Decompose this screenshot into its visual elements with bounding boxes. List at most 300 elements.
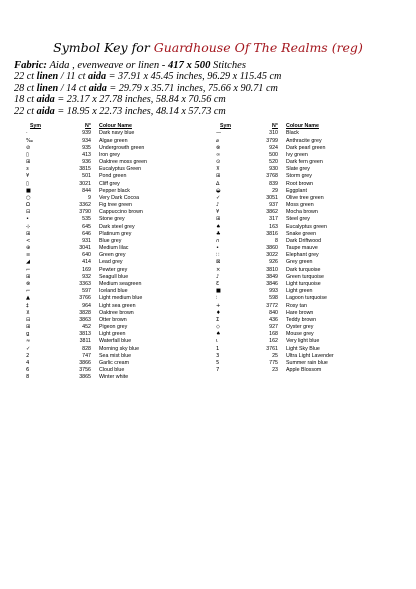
table-row: [214, 152, 396, 159]
table-row: [24, 346, 209, 353]
symbol-cell: ◢: [26, 259, 30, 266]
colour-name-cell: Oaktree brown: [99, 309, 134, 316]
table-row: [24, 274, 209, 281]
symbol-cell: ι: [216, 338, 218, 345]
dmc-number-cell: 3866: [79, 359, 91, 366]
colour-name-cell: Medium lilac: [99, 245, 129, 252]
table-row: [214, 173, 396, 180]
symbol-cell: ⌀: [216, 137, 220, 144]
dmc-number-cell: 3860: [266, 245, 278, 252]
dmc-number-cell: 501: [82, 173, 91, 180]
symbol-cell: ⊞: [216, 173, 221, 180]
dmc-number-cell: 535: [82, 216, 91, 223]
colour-name-cell: Storm grey: [286, 173, 312, 180]
dmc-number-cell: 25: [272, 352, 278, 359]
colour-name-cell: Eggplant: [286, 187, 307, 194]
symbol-cell: Ɛ: [216, 281, 220, 287]
table-row: [214, 252, 396, 259]
table-row: [24, 216, 209, 223]
colour-name-cell: Cliff grey: [99, 180, 120, 187]
fabric-specs: [14, 60, 410, 117]
symbol-cell: 4: [26, 359, 30, 366]
table-row: [24, 130, 209, 137]
colour-name-cell: Pond green: [99, 173, 127, 180]
colour-name-cell: Light Sky Blue: [286, 345, 320, 352]
table-row: [214, 195, 396, 202]
table-row: [24, 353, 209, 360]
colour-name-cell: Very light blue: [286, 338, 320, 345]
table-row: [214, 295, 396, 302]
symbol-cell: ×: [216, 266, 221, 273]
symbol-cell: ⊕: [26, 245, 31, 252]
table-row: [24, 267, 209, 274]
symbol-cell: ⊞: [26, 230, 31, 237]
table-row: [214, 303, 396, 310]
colour-name-cell: Light green: [286, 288, 313, 295]
size-pre: 22 ct: [14, 105, 37, 117]
symbol-cell: ¥: [26, 173, 30, 180]
stitch-suffix: Stitches: [210, 60, 246, 71]
symbol-cell: ⊗: [26, 281, 31, 287]
colour-name-cell: Black: [286, 130, 299, 137]
dmc-number-cell: 844: [82, 187, 91, 194]
symbol-cell: ⊞: [216, 216, 221, 223]
symbol-cell: ⌐: [26, 288, 31, 295]
colour-name-cell: Anthracite grey: [286, 137, 322, 144]
symbol-cell: ⊹: [26, 223, 31, 230]
symbol-cell: ✓: [26, 345, 31, 352]
table-row: [24, 138, 209, 145]
size-b1: aida: [36, 105, 55, 117]
symbol-cell: ♪: [216, 202, 220, 209]
size-b2: aida: [87, 71, 107, 83]
fabric-line: [14, 60, 410, 71]
table-row: [24, 209, 209, 216]
size-line: [14, 106, 410, 117]
colour-name-cell: Medium seagreen: [99, 281, 142, 287]
table-row: [24, 295, 209, 302]
dmc-number-cell: 931: [82, 237, 91, 244]
table-row: [214, 216, 396, 223]
symbol-cell: ♠: [216, 223, 221, 230]
table-row: [24, 252, 209, 259]
colour-name-cell: Dark turquoise: [286, 266, 321, 273]
dmc-number-cell: 747: [82, 352, 91, 359]
colour-name-cell: Teddy brown: [286, 316, 317, 323]
symbol-cell: ▯: [26, 180, 29, 187]
colour-name-cell: Lagoon turquoise: [286, 295, 327, 302]
dmc-number-cell: 775: [269, 359, 278, 366]
dmc-number-cell: 939: [82, 130, 91, 137]
dmc-number-cell: 3862: [266, 209, 278, 216]
dmc-number-cell: 3813: [79, 331, 91, 338]
table-row: [214, 274, 396, 281]
dmc-number-cell: 162: [269, 338, 278, 345]
colour-name-cell: Pewter grey: [99, 266, 128, 273]
size-mid: / 14 ct: [58, 82, 89, 94]
symbol-cell: ∶: [216, 295, 218, 302]
size-line: [14, 83, 410, 94]
table-row: [214, 181, 396, 188]
dmc-number-cell: 839: [269, 180, 278, 187]
size-pre: 28 ct: [14, 82, 37, 94]
symbol-cell: ⊟: [26, 316, 31, 323]
symbol-cell: ⊙: [216, 159, 221, 166]
size-post: = 23.17 x 27.78 inches, 58.84 x 70.56 cm: [54, 94, 226, 106]
dmc-number-cell: 3849: [266, 273, 278, 280]
colour-name-cell: Eucalyptus green: [286, 223, 327, 230]
dmc-number-cell: 520: [269, 159, 278, 166]
dmc-number-cell: 3799: [266, 137, 278, 144]
symbol-cell: ⊗: [216, 144, 221, 151]
table-row: [214, 324, 396, 331]
table-row: [214, 188, 396, 195]
colour-name-cell: Lead grey: [99, 259, 123, 266]
symbol-cell: ♣: [216, 230, 221, 237]
dmc-number-cell: 828: [82, 345, 91, 352]
size-b1: aida: [36, 94, 55, 106]
dmc-number-cell: 310: [269, 130, 278, 137]
dmc-number-cell: 3846: [266, 281, 278, 287]
table-row: [214, 310, 396, 317]
dmc-number-cell: 3863: [79, 316, 91, 323]
dmc-number-cell: 3815: [79, 166, 91, 173]
size-mid: / 11 ct: [58, 71, 88, 83]
table-row: [24, 259, 209, 266]
symbol-cell: 5: [216, 359, 220, 366]
table-row: [24, 367, 209, 374]
colour-name-cell: Apple Blossom: [286, 367, 322, 374]
table-row: [24, 188, 209, 195]
colour-name-cell: Seagull blue: [99, 273, 129, 280]
table-row: [214, 224, 396, 231]
colour-name-cell: Green turquoise: [286, 273, 324, 280]
symbol-cell: ♠: [216, 331, 221, 338]
symbol-cell: 7: [216, 367, 220, 374]
dmc-number-cell: 930: [269, 166, 278, 173]
fabric-label: Fabric:: [14, 60, 47, 71]
colour-name-cell: Slate grey: [286, 166, 310, 173]
size-b2: aida: [88, 82, 107, 94]
colour-name-cell: Olive tree green: [286, 194, 324, 201]
symbol-cell: ⊞: [26, 324, 31, 331]
dmc-number-cell: 3363: [79, 281, 91, 287]
table-row: [214, 331, 396, 338]
colour-name-cell: Root brown: [286, 180, 314, 187]
colour-name-cell: Fig tree green: [99, 202, 132, 209]
colour-name-cell: Morning sky blue: [99, 345, 140, 352]
symbol-table-right: [214, 123, 396, 374]
dmc-number-cell: 937: [269, 202, 278, 209]
dmc-number-cell: 3790: [79, 209, 91, 216]
symbol-cell: ‰: [26, 137, 33, 144]
colour-name-cell: Rosy tan: [286, 302, 307, 309]
table-row: [24, 181, 209, 188]
colour-name-cell: Moss green: [286, 202, 314, 209]
table-row: [24, 317, 209, 324]
symbol-cell: 3: [216, 352, 220, 359]
symbol-cell: ⊻: [26, 309, 30, 316]
table-row: [24, 310, 209, 317]
dmc-number-cell: 9: [88, 194, 91, 201]
table-row: [24, 202, 209, 209]
dmc-number-cell: 640: [82, 252, 91, 259]
size-line: [14, 94, 410, 105]
dmc-number-cell: 932: [82, 273, 91, 280]
dmc-number-cell: 935: [82, 144, 91, 151]
dmc-number-cell: 436: [269, 316, 278, 323]
table-row: [24, 224, 209, 231]
colour-name-cell: Waterfall blue: [99, 338, 132, 345]
table-row: [24, 331, 209, 338]
symbol-cell: ɜ: [26, 166, 29, 173]
table-row: [24, 238, 209, 245]
symbol-cell: ⌐: [26, 266, 31, 273]
symbol-cell: ■: [26, 187, 31, 194]
dmc-number-cell: 163: [269, 223, 278, 230]
table-row: [24, 245, 209, 252]
dmc-number-cell: 3865: [79, 374, 91, 381]
dmc-number-cell: 168: [269, 331, 278, 338]
table-row: [24, 324, 209, 331]
symbol-cell: 6: [26, 367, 30, 374]
colour-name-cell: Undergrowth green: [99, 144, 145, 151]
dmc-number-cell: 3772: [266, 302, 278, 309]
dmc-number-cell: 413: [82, 151, 91, 158]
colour-name-cell: Steel grey: [286, 216, 310, 223]
table-row: [214, 166, 396, 173]
colour-name-cell: Light sea green: [99, 302, 136, 309]
dmc-number-cell: 993: [269, 288, 278, 295]
dmc-number-cell: 936: [82, 159, 91, 166]
table-row: [214, 138, 396, 145]
colour-name-cell: Dark navy blue: [99, 130, 135, 137]
table-row: [214, 231, 396, 238]
symbol-cell: •: [216, 245, 220, 252]
table-row: [214, 159, 396, 166]
symbol-cell: ◇: [216, 324, 220, 331]
colour-name-cell: Very Dark Cocoa: [99, 194, 140, 201]
symbol-cell: ▲: [26, 295, 30, 302]
dmc-number-cell: 645: [82, 223, 91, 230]
size-post: = 18.95 x 22.73 inches, 48.14 x 57.73 cm: [54, 105, 226, 117]
table-row: [214, 130, 396, 137]
table-row: [24, 338, 209, 345]
dmc-number-cell: 3761: [266, 345, 278, 352]
size-pre: 22 ct: [14, 71, 37, 83]
table-row: [214, 346, 396, 353]
pattern-name: Guardhouse Of The Realms (reg): [153, 40, 363, 55]
dmc-number-cell: 3816: [266, 230, 278, 237]
dmc-number-cell: 3051: [266, 194, 278, 201]
table-row: [24, 281, 209, 288]
table-row: [24, 231, 209, 238]
table-row: [24, 166, 209, 173]
table-row: [214, 245, 396, 252]
symbol-cell: <: [26, 237, 31, 244]
dmc-number-cell: 840: [269, 309, 278, 316]
colour-name-cell: Taupe mauve: [286, 245, 318, 252]
dmc-number-cell: 926: [269, 259, 278, 266]
header-num: N°: [272, 123, 278, 129]
dmc-number-cell: 3811: [79, 338, 91, 345]
table-row: [214, 281, 396, 288]
header-num: N°: [85, 123, 91, 129]
symbol-cell: ▯: [26, 151, 29, 158]
symbol-table-left: [24, 123, 209, 381]
colour-name-cell: Oaktree moss green: [99, 159, 147, 166]
colour-name-cell: Winter white: [99, 374, 129, 381]
dmc-number-cell: 3362: [79, 202, 91, 209]
colour-name-cell: Grey green: [286, 259, 313, 266]
table-header: [214, 123, 396, 130]
colour-name-cell: Pepper black: [99, 187, 130, 194]
colour-name-cell: Snake green: [286, 230, 317, 237]
dmc-number-cell: 3756: [79, 367, 91, 374]
symbol-cell: ⊟: [26, 209, 31, 216]
symbol-cell: ✓: [216, 194, 221, 201]
symbol-cell: +: [216, 302, 221, 309]
dmc-number-cell: 927: [269, 324, 278, 331]
stitch-count: 417 x 500: [168, 60, 211, 71]
dmc-number-cell: 500: [269, 151, 278, 158]
colour-name-cell: Iron grey: [99, 151, 120, 158]
table-row: [24, 159, 209, 166]
dmc-number-cell: 597: [82, 288, 91, 295]
size-pre: 18 ct: [14, 94, 37, 106]
table-header: [24, 123, 209, 130]
title-prefix: Symbol Key for: [53, 40, 150, 55]
symbol-cell: ♪: [216, 273, 220, 280]
colour-name-cell: Summer rain blue: [286, 359, 328, 366]
colour-name-cell: Sea mist blue: [99, 352, 132, 359]
symbol-cell: Σ: [216, 316, 220, 323]
dmc-number-cell: 924: [269, 144, 278, 151]
colour-name-cell: Pigeon grey: [99, 324, 128, 331]
dmc-number-cell: 317: [269, 216, 278, 223]
fabric-text: Aida , evenweave or linen -: [49, 60, 168, 71]
dmc-number-cell: 3022: [266, 252, 278, 259]
colour-name-cell: Light green: [99, 331, 126, 338]
symbol-cell: ◒: [216, 187, 221, 194]
symbol-cell: ■: [216, 288, 221, 295]
table-row: [24, 152, 209, 159]
colour-name-cell: Mouse grey: [286, 331, 314, 338]
symbol-cell: ♦: [216, 309, 221, 316]
symbol-cell: 1: [216, 345, 220, 352]
table-row: [214, 209, 396, 216]
header-sym: Sym: [30, 123, 41, 129]
table-row: [24, 145, 209, 152]
dmc-number-cell: 23: [272, 367, 278, 374]
colour-name-cell: Hare brown: [286, 309, 314, 316]
colour-name-cell: Stone grey: [99, 216, 125, 223]
table-row: [214, 145, 396, 152]
colour-name-cell: Light medium blue: [99, 295, 143, 302]
colour-name-cell: Ivy green: [286, 151, 308, 158]
symbol-cell: ∞: [216, 151, 221, 158]
header-name: Colour Name: [99, 123, 132, 129]
dmc-number-cell: 598: [269, 295, 278, 302]
symbol-cell: ⊞: [26, 273, 31, 280]
colour-name-cell: Otter brown: [99, 316, 127, 323]
colour-name-cell: Iceland blue: [99, 288, 128, 295]
table-row: [214, 338, 396, 345]
table-row: [214, 367, 396, 374]
symbol-cell: —: [216, 130, 222, 137]
symbol-cell: ∆: [216, 180, 220, 187]
symbol-cell: ¥: [216, 209, 220, 216]
colour-name-cell: Dark Driftwood: [286, 237, 322, 244]
colour-name-cell: Dark steel grey: [99, 223, 135, 230]
symbol-cell: ǥ: [26, 331, 30, 338]
table-row: [24, 374, 209, 381]
dmc-number-cell: 646: [82, 230, 91, 237]
symbol-cell: ⊘: [26, 144, 31, 151]
symbol-cell: ≈: [26, 338, 31, 345]
dmc-number-cell: 964: [82, 302, 91, 309]
dmc-number-cell: 3021: [79, 180, 91, 187]
dmc-number-cell: 934: [82, 137, 91, 144]
colour-name-cell: Light turquoise: [286, 281, 321, 287]
symbol-cell: ⊞: [26, 159, 31, 166]
colour-name-cell: Platinum grey: [99, 230, 132, 237]
symbol-cell: 8: [26, 374, 30, 381]
colour-name-cell: Green grey: [99, 252, 126, 259]
table-row: [214, 317, 396, 324]
dmc-number-cell: 3041: [79, 245, 91, 252]
symbol-cell: Ω: [26, 202, 30, 209]
table-row: [214, 267, 396, 274]
dmc-number-cell: 3810: [266, 266, 278, 273]
table-row: [214, 360, 396, 367]
colour-name-cell: Cloud blue: [99, 367, 125, 374]
dmc-number-cell: 414: [82, 259, 91, 266]
symbol-cell: ⊠: [216, 259, 221, 266]
dmc-number-cell: 8: [275, 237, 278, 244]
size-post: = 29.79 x 35.71 inches, 75.66 x 90.71 cm: [106, 82, 278, 94]
colour-name-cell: Dark pearl green: [286, 144, 326, 151]
symbol-cell: 2: [26, 352, 30, 359]
colour-name-cell: Mocha brown: [286, 209, 318, 216]
header-name: Colour Name: [286, 123, 319, 129]
dmc-number-cell: 3766: [79, 295, 91, 302]
table-row: [24, 303, 209, 310]
colour-name-cell: Dark fern green: [286, 159, 323, 166]
table-row: [214, 202, 396, 209]
table-row: [24, 173, 209, 180]
dmc-number-cell: 452: [82, 324, 91, 331]
size-b1: linen: [36, 82, 59, 94]
size-b1: linen: [36, 71, 59, 83]
colour-name-cell: Ultra Light Lavender: [286, 352, 334, 359]
dmc-number-cell: 3768: [266, 173, 278, 180]
symbol-cell: •: [26, 216, 30, 223]
symbol-cell: ∷: [216, 252, 220, 259]
symbol-cell: ‡: [26, 302, 29, 309]
colour-name-cell: Eucalyptus Green: [99, 166, 142, 173]
dmc-number-cell: 29: [272, 187, 278, 194]
table-row: [214, 259, 396, 266]
table-row: [24, 195, 209, 202]
page-title: [0, 40, 416, 55]
size-line: [14, 71, 410, 82]
colour-name-cell: Blue grey: [99, 237, 122, 244]
dmc-number-cell: 3828: [79, 309, 91, 316]
header-sym: Sym: [220, 123, 231, 129]
colour-name-cell: Cappuccino brown: [99, 209, 143, 216]
size-post: = 37.91 x 45.45 inches, 96.29 x 115.45 cm: [106, 71, 282, 83]
